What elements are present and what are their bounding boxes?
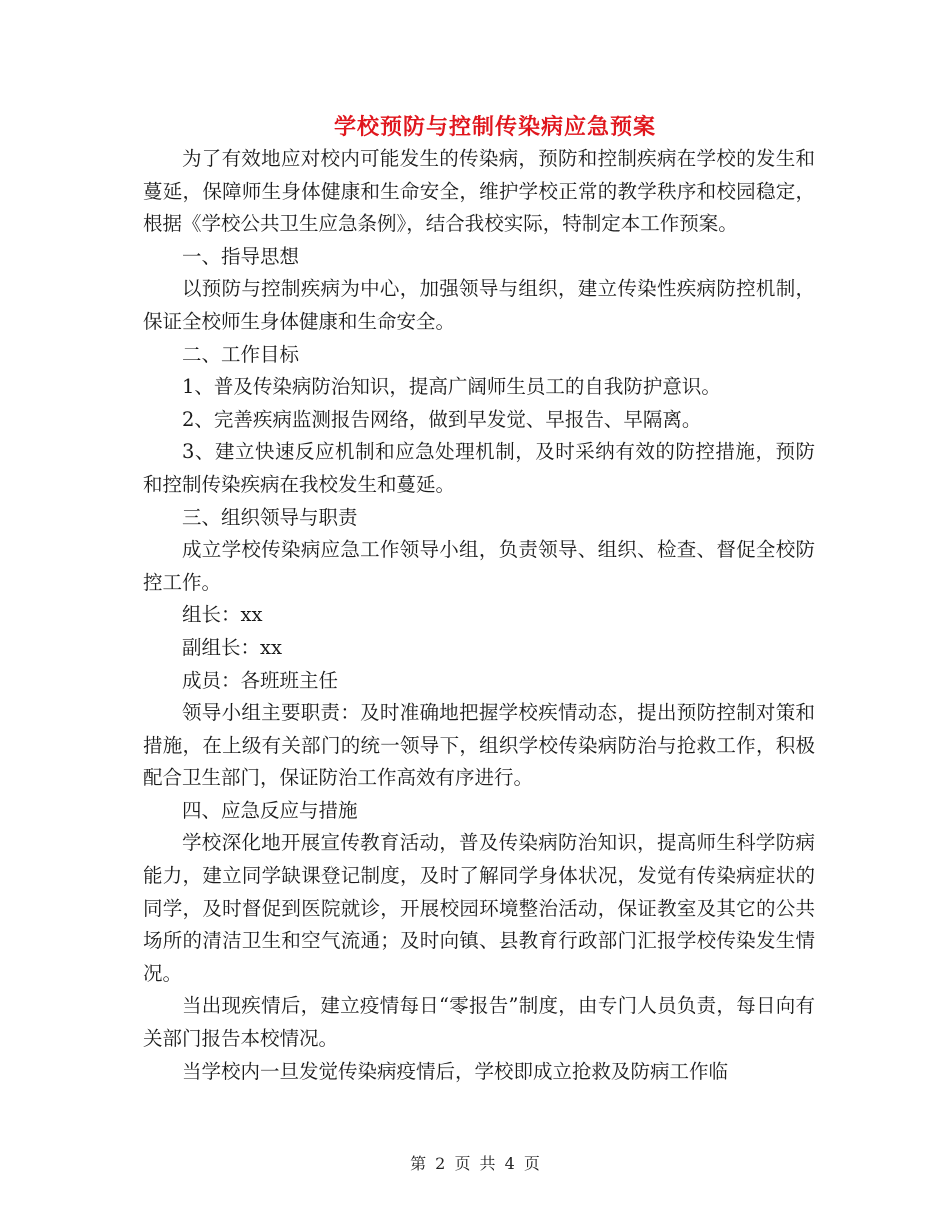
section-heading-organization: 三、组织领导与职责 [182, 505, 358, 529]
page-number-footer: 第 2 页 共 4 页 [410, 1154, 540, 1173]
team-leader-line: 组长：xx [182, 603, 263, 627]
paragraph-education-measures: 学校深化地开展宣传教育活动，普及传染病防治知识，提高师生科学防病能力，建立同学缺课登记制度，及时了解同学身体状况，发觉有传染病症状的同学，及时督促到医院就诊，开展校园环境整治活动，保证教室及其它的公共场所的清洁卫生和空气流通；及时向镇、县教育行政部门汇报学校传染发生情况。 [143, 831, 815, 985]
paragraph-zero-report: 当出现疾情后，建立疫情每日“零报告”制度，由专门人员负责，每日向有关部门报告本校情况。 [143, 994, 815, 1051]
document-body [143, 143, 815, 1088]
goal-item-3: 3、建立快速反应机制和应急处理机制，及时采纳有效的防控措施，预防和控制传染疾病在我校发生和蔓延。 [143, 440, 815, 496]
goal-item-2: 2、完善疾病监测报告网络，做到早发觉、早报告、早隔离。 [182, 407, 702, 431]
paragraph-organization: 成立学校传染病应急工作领导小组，负责领导、组织、检查、督促全校防控工作。 [143, 538, 815, 594]
section-heading-guiding-ideology: 一、指导思想 [182, 244, 300, 268]
members-line: 成员：各班班主任 [182, 668, 339, 692]
goal-item-1: 1、普及传染病防治知识，提高广阔师生员工的自我防护意识。 [182, 375, 721, 399]
section-heading-work-goals: 二、工作目标 [182, 342, 300, 366]
paragraph-intro: 为了有效地应对校内可能发生的传染病，预防和控制疾病在学校的发生和蔓延，保障师生身体健康和生命安全，维护学校正常的教学秩序和校园稳定，根据《学校公共卫生应急条例》，结合我校实际，特制定本工作预案。 [143, 147, 815, 236]
paragraph-guiding-ideology: 以预防与控制疾病为中心，加强领导与组织，建立传染性疾病防控机制，保证全校师生身体健康和生命安全。 [143, 277, 815, 333]
paragraph-responsibilities: 领导小组主要职责：及时准确地把握学校疾情动态，提出预防控制对策和措施，在上级有关部门的统一领导下，组织学校传染病防治与抢救工作，积极配合卫生部门，保证防治工作高效有序进行。 [143, 701, 815, 790]
section-heading-emergency-response: 四、应急反应与措施 [182, 798, 358, 822]
document-title: 学校预防与控制传染病应急预案 [333, 114, 656, 140]
deputy-leader-line: 副组长：xx [182, 635, 282, 659]
paragraph-outbreak-response: 当学校内一旦发觉传染病疫情后，学校即成立抢救及防病工作临 [182, 1059, 729, 1083]
